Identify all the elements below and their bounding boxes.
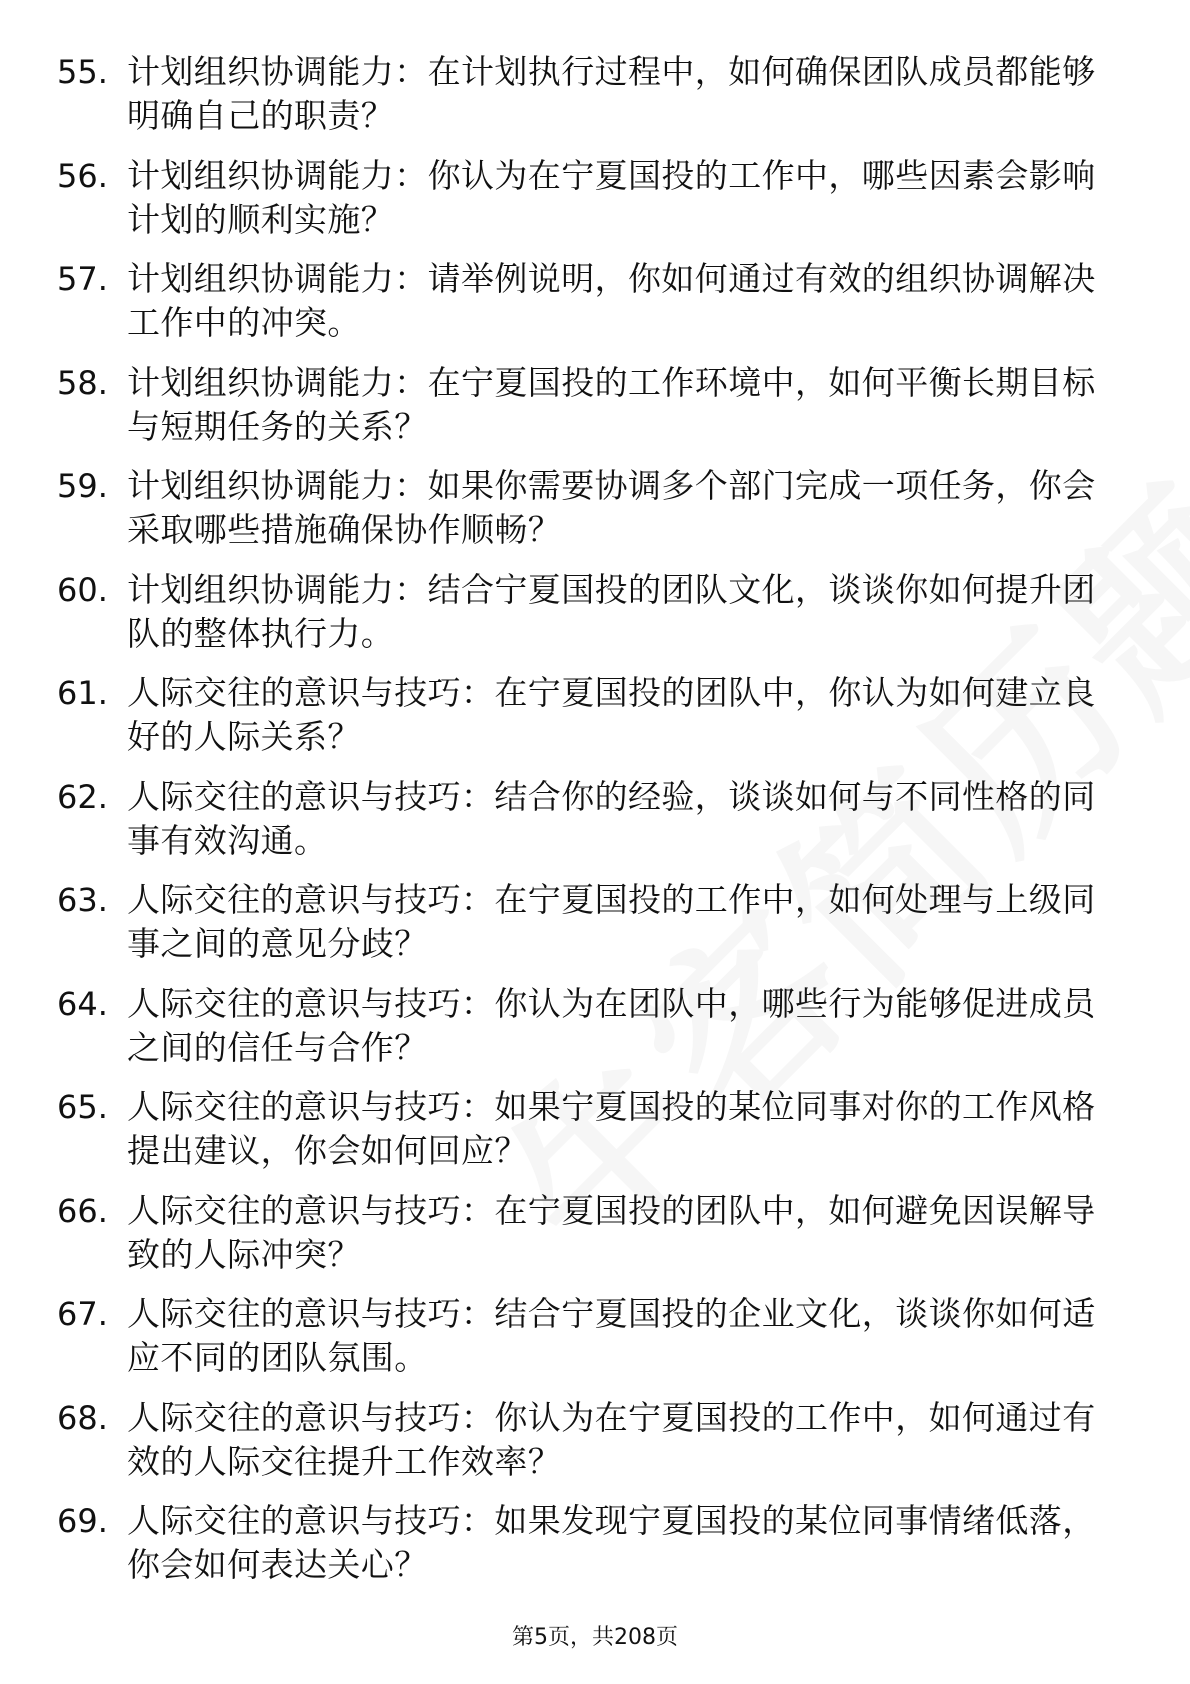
question-item (0, 257, 1190, 361)
question-number: 63. (57, 881, 108, 919)
question-text: 计划组织协调能力：请举例说明，你如何通过有效的组织协调解决工作中的冲突。 (127, 259, 1096, 342)
question-item (0, 361, 1190, 465)
question-number: 69. (57, 1502, 108, 1540)
question-item (0, 1396, 1190, 1500)
question-item (0, 1499, 1190, 1603)
question-number: 56. (57, 156, 108, 195)
question-text: 人际交往的意识与技巧：如果发现宁夏国投的某位同事情绪低落，你会如何表达关心？ (127, 1501, 1096, 1584)
question-number: 65. (57, 1088, 108, 1126)
question-number: 64. (57, 984, 108, 1023)
question-text: 人际交往的意识与技巧：如果宁夏国投的某位同事对你的工作风格提出建议，你会如何回应？ (127, 1087, 1096, 1170)
question-number: 61. (57, 674, 108, 712)
question-number: 60. (57, 570, 108, 609)
question-text: 人际交往的意识与技巧：结合宁夏国投的企业文化，谈谈你如何适应不同的团队氛围。 (127, 1294, 1096, 1377)
question-item (0, 671, 1190, 775)
question-text: 计划组织协调能力：你认为在宁夏国投的工作中，哪些因素会影响计划的顺利实施？ (127, 155, 1096, 239)
question-item (0, 1085, 1190, 1189)
question-item (0, 878, 1190, 982)
question-number: 67. (57, 1295, 108, 1333)
question-text: 人际交往的意识与技巧：你认为在宁夏国投的工作中，如何通过有效的人际交往提升工作效率？ (127, 1397, 1096, 1481)
question-text: 计划组织协调能力：结合宁夏国投的团队文化，谈谈你如何提升团队的整体执行力。 (127, 569, 1096, 653)
question-item (0, 464, 1190, 568)
question-item (0, 50, 1190, 154)
question-item (0, 1189, 1190, 1293)
question-text: 人际交往的意识与技巧：你认为在团队中，哪些行为能够促进成员之间的信任与合作？ (127, 983, 1096, 1067)
question-number: 66. (57, 1191, 108, 1230)
question-item (0, 154, 1190, 258)
question-text: 人际交往的意识与技巧：结合你的经验，谈谈如何与不同性格的同事有效沟通。 (127, 776, 1096, 860)
question-text: 计划组织协调能力：如果你需要协调多个部门完成一项任务，你会采取哪些措施确保协作顺畅？ (127, 466, 1096, 549)
question-item (0, 568, 1190, 672)
question-number: 57. (57, 260, 108, 298)
question-text: 计划组织协调能力：在计划执行过程中，如何确保团队成员都能够明确自己的职责？ (127, 52, 1096, 135)
question-number: 58. (57, 363, 108, 402)
question-text: 人际交往的意识与技巧：在宁夏国投的工作中，如何处理与上级同事之间的意见分歧？ (127, 880, 1096, 963)
question-item (0, 1292, 1190, 1396)
question-number: 62. (57, 777, 108, 816)
page-number-footer: 第5页，共208页 (512, 1625, 678, 1650)
question-text: 人际交往的意识与技巧：在宁夏国投的团队中，如何避免因误解导致的人际冲突？ (127, 1190, 1096, 1274)
question-text: 人际交往的意识与技巧：在宁夏国投的团队中，你认为如何建立良好的人际关系？ (127, 673, 1096, 756)
question-number: 59. (57, 467, 108, 505)
question-item (0, 982, 1190, 1086)
question-number: 68. (57, 1398, 108, 1437)
question-number: 55. (57, 53, 108, 91)
question-list (0, 50, 1190, 1603)
question-text: 计划组织协调能力：在宁夏国投的工作环境中，如何平衡长期目标与短期任务的关系？ (127, 362, 1096, 446)
question-item (0, 775, 1190, 879)
